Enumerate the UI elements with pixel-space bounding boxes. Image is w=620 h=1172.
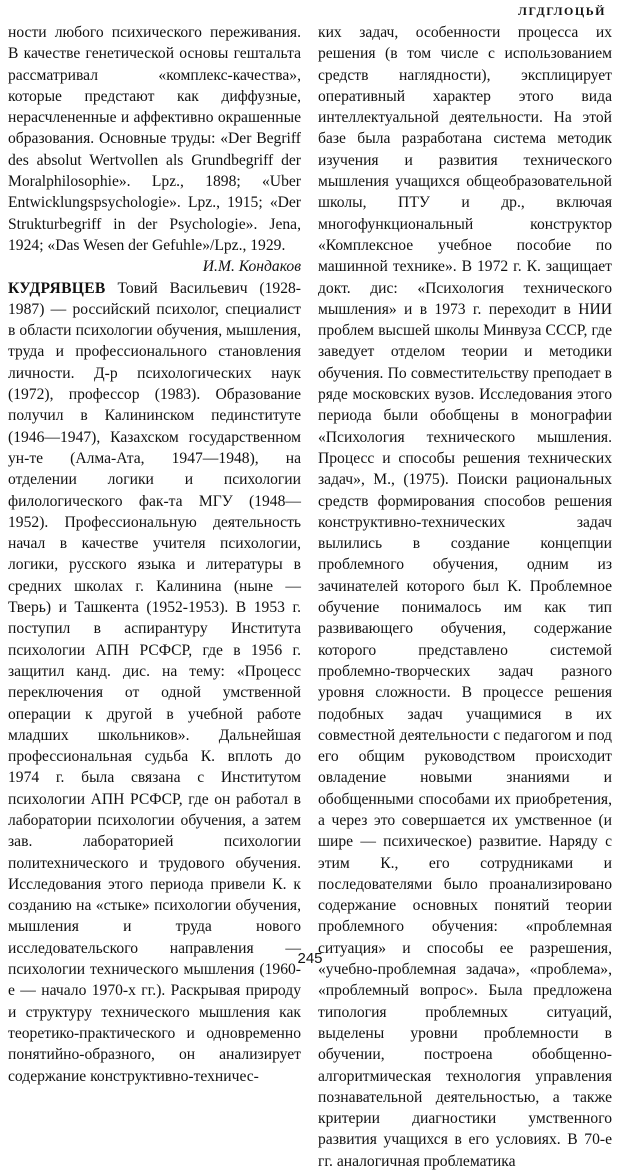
page-number: 245: [297, 950, 323, 967]
left-column: [8, 22, 301, 1087]
previous-entry-author: И.М. Кондаков: [202, 258, 301, 276]
running-head: ЛГДГЛОЦЬЙ: [518, 4, 606, 18]
previous-entry-tail: ности любого психического переживания. В качестве генетической основы гештальта рассматривал «комплекс-качества», которые предстают как диффузные, нерасчлененные и аффективно окрашенные образования. Основные труды: «Der Begriff des absolut Wertvollen als Grundbegriff der Moralphilosophie». Lpz., 1898; «Uber Entwicklungspsychologie». Lpz., 1915; «Der Strukturbegriff in der Psychologie». Jena, 1924; «Das Wesen der Gefuhle»/Lpz., 1929.: [8, 24, 301, 254]
entry-continuation: ких задач, особенности процесса их решения (в том числе с использованием средств наглядности), эксплицирует оперативный характер этого вида интеллектуальной деятельности. На этой базе была разработана система методик изучения и развития технического мышления учащихся общеобразовательной школы, ПТУ и др., включая многофункциональный конструктор «Комплексное учебное пособие по машинной технике». В 1972 г. К. защищает докт. дис: «Психология технического мышления» и в 1973 г. переходит в НИИ проблем высшей школы Минвуза СССР, где заведует отделом теории и методики обучения. По совместительству преподает в ряде московских вузов. Исследования этого периода были обобщены в монографии «Психология технического мышления. Процесс и способы решения технических задач», М., (1975). Поиски рациональных средств формирования способов решения конструктивно-технических задач вылились в создание концепции проблемного обучения, одним из зачинателей которого был К. Проблемное обучение понималось им как тип развивающего обучения, содержание которого представлено системой проблемно-творческих задач разного уровня сложности. В процессе решения подобных задач учащимися в их совместной деятельности с педагогом и под его общим руководством происходит овладение новыми знаниями и обобщенными способами их приобретения, а через это совершается их умственное (и шире — психическое) развитие. Наряду с этим К., его сотрудниками и последователями было проанализировано содержание основных понятий теории проблемного обучения: «проблемная ситуация» и способы ее разрешения, «учебно-проблемная задача», «проблема», «проблемный вопрос». Была предложена типология проблемных ситуаций, выделены уровни проблемности в обучении, построена обобщенно-алгоритмическая технология управления познавательной деятельностью, а также критерии диагностики умственного развития учащихся в его условиях. В 70-е гг. аналогичная проблематика: [318, 24, 612, 1170]
entry-text: Товий Васильевич (1928-1987) — российский психолог, специалист в области психологии обучения, мышления, труда и профессионального становления личности. Д-р психологических наук (1972), профессор (1983). Образование получил в Калининском пединституте (1946—1947), Казахском государственном ун-те (Алма-Ата, 1947—1948), на отделении логики и психологии филологического фак-та МГУ (1948—1952). Профессиональную деятельность начал в качестве учителя психологии, логики, русского языка и литературы в средних школах г. Калинина (ныне — Тверь) и Ташкента (1952-1953). В 1953 г. поступил в аспирантуру Института психологии АПН РСФСР, где в 1956 г. защитил канд. дис. на тему: «Процесс переключения от одной умственной операции к другой в учебной работе младших школьников». Дальнейшая профессиональная судьба К. вплоть до 1974 г. была связана с Институтом психологии АПН РСФСР, где он работал в лаборатории психологии обучения, а затем зав. лабораторией психологии политехнического и трудового обучения. Исследования этого периода привели К. к созданию на «стыке» психологии обучения, мышления и труда нового исследовательского направления — психологии технического мышления (1960-е — начало 1970-х гг.). Раскрывая природу и структуру технического мышления как теоретико-практического и одновременно понятийно-образного, он анализирует содержание конструктивно-техничес-: [8, 279, 301, 1085]
right-column: [318, 22, 612, 1172]
entry-headword: КУДРЯВЦЕВ: [8, 279, 106, 297]
